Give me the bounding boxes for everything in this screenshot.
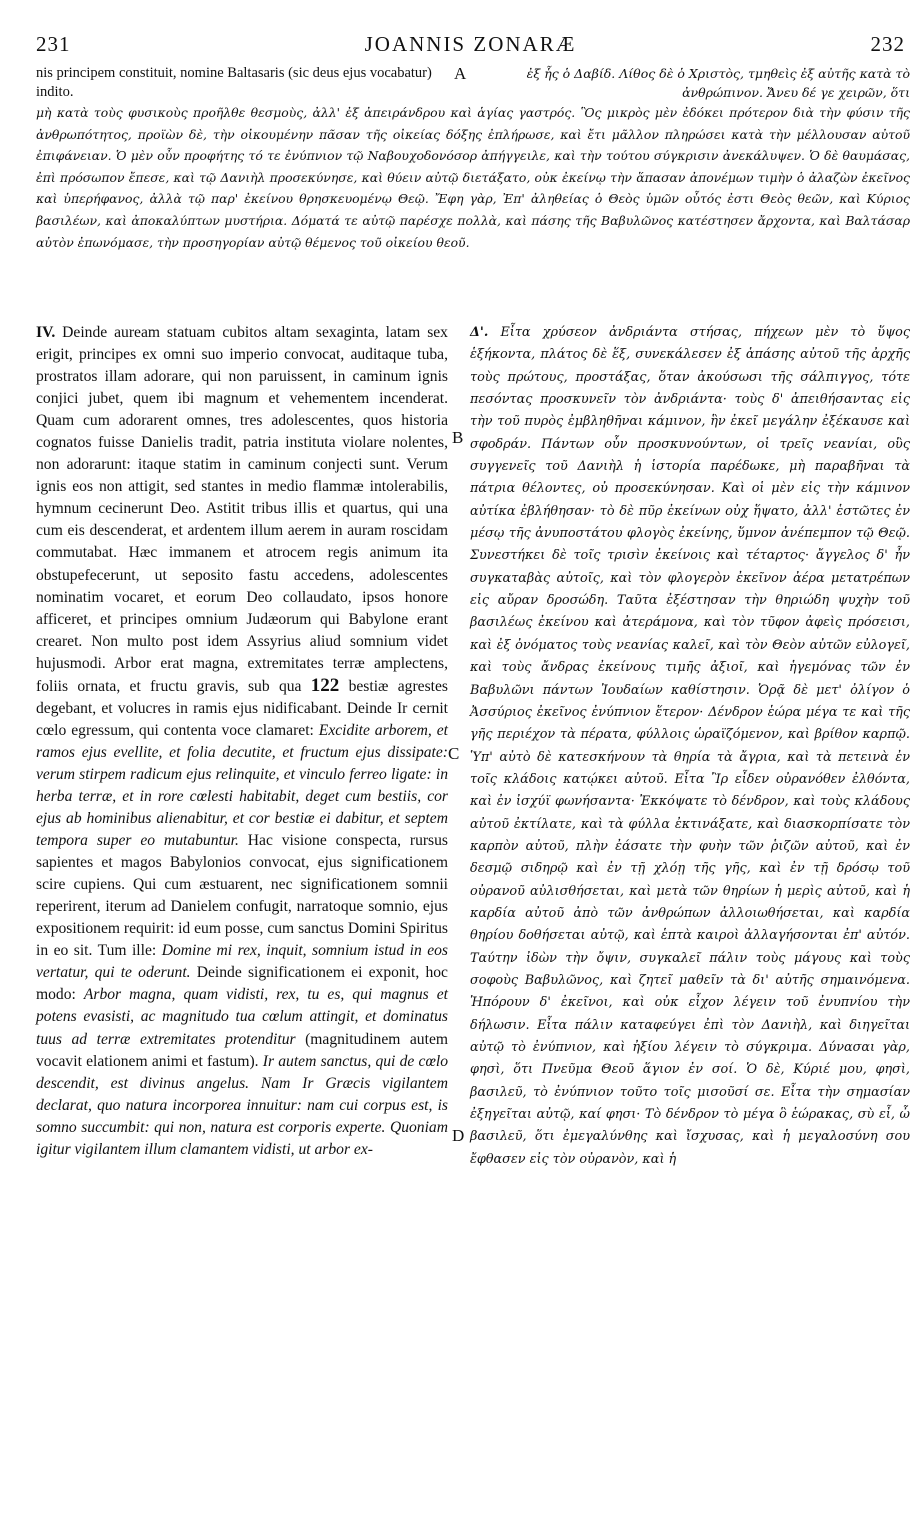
latin-intro-text: nis principem constituit, nomine Baltasaris (sic deus ejus vocabatur) indito.: [36, 65, 432, 100]
latin-quote-3: Arbor magna, quam vidisti, rex, tu es, qui magnus et potens evasisti, ac magnitudo tua cœlum attingit, et dominatus tuus ad terræ extremitates protenditur: [36, 986, 448, 1048]
greek-text: Εἶτα χρύσεον ἀνδριάντα στήσας, πήχεων μὲν τὸ ὕψος ἑξήκοντα, πλάτος δὲ ἕξ, συνεκάλεσεν ἐξ ἁπάσης αὐτοῦ τῆς ἀρχῆς τοὺς πρώτους, προστάξας, ὅταν ἀκούσωσι τῆς σάλπιγγος, τότε πεσόντας προσκυνεῖν τὸν ἀνδριάντα· τοὺς δ' ἀπειθήσαντας εἰς τὴν τοῦ πυρὸς ἐμβληθῆναι κάμινον, ἣν ἐκεῖ μεγάλην ἐξέκαυσε καὶ σφοδράν. Πάντων οὖν προσκυνούντων, οἱ τρεῖς νεανίαι, οὓς συγγενεῖς τοῦ Δανιὴλ ἡ ἱστορία παρέδωκε, μὴ παραβῆναι τὰ πάτρια θέλοντες, οὐ προσεκύνησαν. Καὶ οἱ μὲν εἰς τὴν κάμινον αὐτίκα ἐβλήθησαν· τὸ δὲ πῦρ ἐκείνων οὐχ ἥψατο, ἀλλ' ἑστῶτες ἐν μέσῳ τῆς ἀνυποστάτου φλογὸς ἐκείνης, ὕμνον ἀνέπεμπον τῷ Θεῷ. Συνεστήκει δὲ τοῖς τρισὶν ἐκείνοις καὶ τέταρτος· ἄγγελος δ' ἦν συγκαταβὰς αὐτοῖς, καὶ τὸν φλογερὸν ἐκεῖνον ἀέρα μετατρέπων εἰς αὔραν δροσώδη. Ταῦτα ἐξέστησαν τὴν θηριώδη ψυχὴν τοῦ βασιλέως ἐκείνου καὶ ἀτεράμονα, καὶ τὸν τῦφον ἀφεὶς πρόσεισι, καὶ ἐξ ὀνόματος τοὺς νεανίας καλεῖ, καὶ τὸν Θεὸν αὐτῶν εὐλογεῖ, καὶ τοὺς ἄνδρας ἐκείνους τιμῆς ἀξιοῖ, καὶ ἡγεμόνας τῶν ἐν Βαβυλῶνι πάντων Ἰουδαίων καθίστησιν. Ὁρᾷ δὲ μετ' ὀλίγον ὁ Ἀσσύριος ἐκεῖνος ἐνύπνιον ἕτερον· Δένδρον ἑώρα μέγα τε καὶ τῆς γῆς περιέχον τὰ πέρατα, φύλλοις ὡραϊζόμενον, καὶ βρίθον καρπῷ. Ὑπ' αὐτὸ δὲ κατεσκήνουν τὰ θηρία τὰ ἄγρια, καὶ τὰ πετεινὰ ἐν τοῖς κλάδοις κατῴκει αὐτοῦ. Εἶτα Ἲρ εἶδεν οὐρανόθεν ἐλθόντα, καὶ ἐν ἰσχύϊ φωνήσαντα· Ἐκκόψατε τὸ δένδρον, καὶ τοὺς κλάδους αὐτοῦ ἐκτίλατε, καὶ τὰ φύλλα ἐκτινάξατε, καὶ διασκορπίσατε τὸν καρπὸν αὐτοῦ, πλὴν ἐάσατε τὴν φυὴν τῶν ῥιζῶν αὐτοῦ, καὶ ἐν δεσμῷ σιδηρῷ καὶ ἐν τῇ χλόῃ τῆς γῆς, καὶ ἐν τῇ δρόσῳ τοῦ οὐρανοῦ αὐλισθήσεται, καὶ μετὰ τῶν θηρίων ἡ μερὶς αὐτοῦ, καὶ ἡ καρδία αὐτοῦ ἀπὸ τῶν ἀνθρώπων ἀλλοιωθήσεται, καὶ καρδία θηρίου δοθήσεται αὐτῷ, καὶ ἑπτὰ καιροὶ ἀλλαγήσονται ἐπ' αὐτόν. Ταύτην ἰδὼν τὴν ὄψιν, συγκαλεῖ πάλιν τοὺς μάγους καὶ τοὺς σοφοὺς Βαβυλῶνος, καὶ ζητεῖ μαθεῖν τὰ δι' αὐτῆς σημαινόμενα. Ἠπόρουν δ' ἐκεῖνοι, καὶ οὐκ εἶχον λέγειν τοῦ ἐνυπνίου τὴν δήλωσιν. Εἶτα πάλιν καταφεύγει ἐπὶ τὸν Δανιὴλ, καὶ διηγεῖται αὐτῷ τὸ ἐνύπνιον, καὶ ἠξίου λέγειν τὸ σύγκριμα. Δύνασαι γὰρ, φησὶ, ὅτι Πνεῦμα Θεοῦ ἅγιον ἐν σοί. Ὁ δὲ, Κύριέ μου, φησὶ, βασιλεῦ, τὸ ἐνύπνιον τοῦτο τοῖς μισοῦσί σε. Εἶτα τὴν σημασίαν ἐξηγεῖται αὐτῷ, καί φησι· Τὸ δένδρον τὸ μέγα ὃ ἑώρακας, σὺ εἶ, ὦ βασιλεῦ, ὅτι ἐμεγαλύνθης καὶ ἴσχυσας, καὶ ἡ μεγαλοσύνη σου ἔφθασεν εἰς τὸν οὐρανὸν, καὶ ἡ: [470, 325, 910, 1167]
latin-quote-1: Excidite arborem, et ramos ejus evellite, et folia decutite, et fructum ejus dissipate: verum stirpem radicum ejus relinquite, et vinculo ferreo ligate: in herba terræ, et in rore cœlesti habitabit, deget cum bestiis, cor ejus ab hominibus alienabitur, et cor bestiæ ei dabitur, et septem tempora super eo mutabuntur.: [36, 721, 448, 850]
latin-column: [36, 322, 448, 1161]
latin-text-5: (magnitudinem autem vocavit elationem animi et fastum).: [36, 1030, 448, 1070]
inline-page-reference: 122: [310, 674, 340, 696]
greek-intro-text: ἐξ ἧς ὁ Δαβίδ. Λίθος δὲ ὁ Χριστὸς, τμηθεὶς ἐξ αὐτῆς κατὰ τὸ ἀνθρώπινον. Ἄνευ δέ γε χειρῶν, ὅτι: [526, 66, 910, 100]
greek-wide-paragraph: [36, 102, 910, 253]
greek-intro-block: [470, 64, 910, 102]
margin-marker-c: C: [448, 744, 460, 763]
page-number-right: 232: [870, 32, 905, 56]
margin-marker-b: B: [452, 428, 464, 447]
greek-column: [470, 322, 910, 1171]
running-title: JOANNIS ZONARÆ: [364, 32, 577, 56]
page-number-left: 231: [36, 32, 71, 56]
greek-wide-text: μὴ κατὰ τοὺς φυσικοὺς προῆλθε θεσμοὺς, ἀλλ' ἐξ ἀπειράνδρου καὶ ἁγίας γαστρός. Ὃς μικρὸς μὲν ἐδόκει πρότερον διὰ τὴν φύσιν τῆς ἀνθρωπότητος, προϊὼν δὲ, τὴν οἰκουμένην πᾶσαν τῆς οἰκείας δόξης ἐπλήρωσε, καὶ ἔτι μᾶλλον πληρώσει κατὰ τὴν μέλλουσαν αὐτοῦ ἐπιφάνειαν. Ὁ μὲν οὖν προφήτης τό τε ἐνύπνιον τῷ Ναβουχοδονόσορ ἀπήγγειλε, καὶ τὴν τούτου σύγκρισιν ἀνεκάλυψεν. Ὁ δὲ θαυμάσας, ἐπὶ πρόσωπον ἔπεσε, καὶ τῷ Δανιὴλ προσεκύνησε, καὶ θύειν αὐτῷ διετάξατο, οὐκ ἐκείνῳ τὴν ἅπασαν ἀπονέμων τιμὴν ὁ ἀλαζὼν ἐκεῖνος καὶ ὑπερήφανος, ἀλλὰ τῷ παρ' ἐκείνου θρησκευομένῳ Θεῷ. Ἔφη γὰρ, Ἐπ' ἀληθείας ὁ Θεὸς ὑμῶν οὗτός ἐστι Θεὸς θεῶν, καὶ Κύριος βασιλέων, καὶ ἀποκαλύπτων μυστήρια. Δόματά τε αὐτῷ παρέσχε πολλὰ, καὶ πάσης τῆς Βαβυλῶνος κατέστησεν ἄρχοντα, καὶ Βαλτάσαρ αὐτὸν ἐπωνόμασε, τὴν προσηγορίαν αὐτῷ θέμενος τοῦ οἰκείου θεοῦ.: [36, 105, 910, 250]
greek-paragraph: [470, 322, 910, 1171]
margin-marker-a: A: [454, 64, 467, 83]
latin-intro-block: [36, 64, 448, 102]
latin-section-number: IV.: [36, 324, 56, 341]
latin-quote-4: Ir autem sanctus, qui de cœlo descendit, est divinus angelus. Nam Ir Græcis vigilantem declarat, quo natura incorporea innuitur: nam cui corpus est, is somno succumbit: qui non, natura est corporis experte. Quoniam igitur vigilantem illum clamantem vidisti, ut arbor ex-: [36, 1052, 448, 1158]
latin-quote-2: Domine mi rex, inquit, somnium istud in eos vertatur, qui te oderunt.: [36, 942, 448, 982]
latin-text-4: Deinde significationem ei exponit, hoc modo:: [36, 964, 448, 1004]
latin-text-2: bestiæ agrestes degebant, et volucres in ramis ejus nidificabant. Deinde Ir cernit cœlo egressum, qui contenta voce clamaret:: [36, 677, 448, 739]
running-header: [36, 32, 905, 62]
latin-text-3: Hac visione conspecta, rursus sapientes et magos Babylonios convocat, ejus significationem scire cupiens. Qui cum æstuarent, nec significationem somnii reperirent, iterum ad Danielem confugit, narratoque somnio, ejus expositionem requirit: id eum posse, cum sanctus Domini Spiritus in eo sit. Tum ille:: [36, 832, 448, 960]
latin-paragraph: [36, 322, 448, 1161]
greek-section-number: Δ'.: [470, 325, 489, 340]
margin-marker-d: D: [452, 1126, 465, 1145]
latin-text-1: Deinde auream statuam cubitos altam sexaginta, latam sex erigit, principes ex omni suo imperio convocat, auditaque tuba, prostratos illam adorare, qui non paruissent, in caminum ignis conjici jubet, quem ibi magnum et vehementem incenderat. Quam cum adorarent omnes, tres adolescentes, quos historia cognatos fuisse Danielis tradit, patria instituta violare nolentes, non adorarunt: itaque statim in caminum conjecti sunt. Verum ignis eos non attigit, sed stantes in medio flammæ intolerabilis, hymnum cecinerunt Deo. Astitit tribus illis et quartus, qui una cum eis descenderat, et ardentem illum aerem in auram roscidam commutabat. Hæc immanem et atrocem regis animum ita obstupefecerunt, ut seposito fastu accedens, adolescentes nominatim vocaret, et eorum Deo collaudato, ipsos honore afficeret, et principes omnium Judæorum qui Babylone erant crearet. Non multo post idem Assyrius aliud somnium videt hujusmodi. Arbor erat magna, extremitates terræ amplectens, foliis ornata, et fructu gravis, sub qua: [36, 324, 448, 695]
